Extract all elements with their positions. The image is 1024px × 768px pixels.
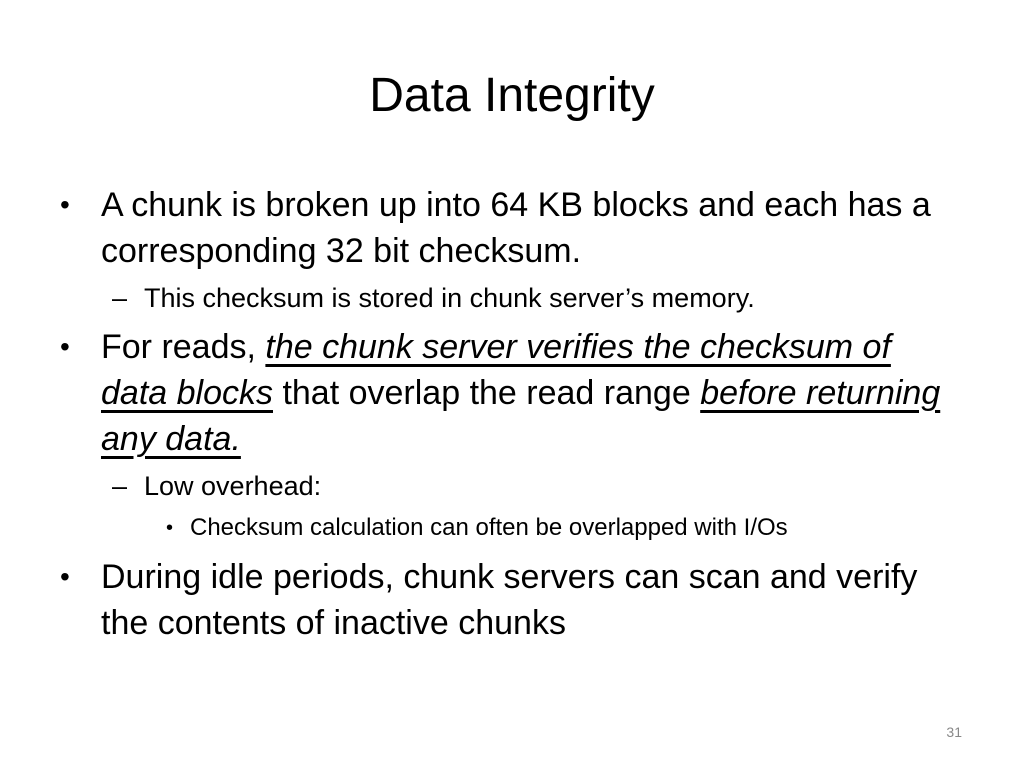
sub-bullet-text: Low overhead: <box>144 471 322 501</box>
emphasis-verify-checksum: the chunk server verifies the checksum of data blocks <box>101 328 891 412</box>
emphasis-before-returning: before returning any data. <box>101 374 941 458</box>
dash-marker: – <box>112 283 128 313</box>
bullet-idle-periods <box>60 554 960 646</box>
sub-sub-bullet-overlap-io <box>60 512 960 544</box>
sub-bullet-checksum-memory <box>60 280 960 316</box>
bullet-text-prefix: For reads, <box>101 328 266 366</box>
sub-bullet-low-overhead <box>60 468 960 504</box>
bullet-marker: • <box>60 561 70 592</box>
bullet-reads <box>60 324 960 462</box>
bullet-marker: • <box>60 189 70 220</box>
bullet-chunk-blocks <box>60 182 960 274</box>
slide-content <box>60 182 960 652</box>
bullet-text-middle: that overlap the read range <box>273 374 701 412</box>
bullet-text: During idle periods, chunk servers can scan and verify the contents of inactive chunks <box>101 558 918 642</box>
bullet-text: A chunk is broken up into 64 KB blocks and each has a corresponding 32 bit checksum. <box>101 186 931 270</box>
slide-title: Data Integrity <box>369 69 655 122</box>
sub-sub-bullet-text: Checksum calculation can often be overlapped with I/Os <box>190 514 788 541</box>
bullet-marker: • <box>60 331 70 362</box>
bullet-marker-small: • <box>166 517 174 539</box>
page-number: 31 <box>946 724 962 740</box>
dash-marker: – <box>112 471 128 501</box>
sub-bullet-text: This checksum is stored in chunk server’s memory. <box>144 283 755 313</box>
